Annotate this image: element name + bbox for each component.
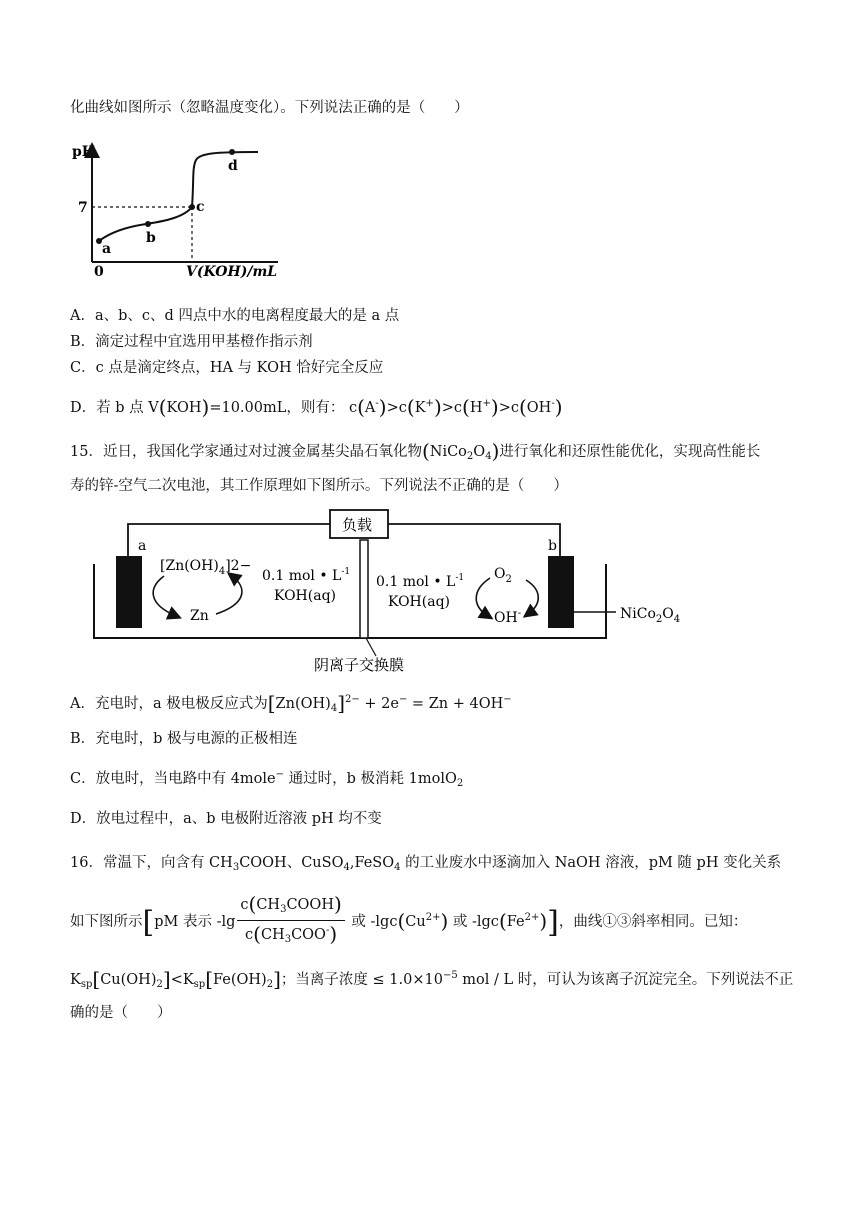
oxygen-label: $O_2$ bbox=[494, 566, 512, 585]
q14-option-d: D．若 b 点 V(KOH)=10.00mL，则有： c(A-)>c(K+)>c(H+)>c(OH-) bbox=[70, 395, 563, 419]
q16-stem-line3: $K_{sp}[Cu(OH)_2]<K_{sp}[Fe(OH)_2]$；当离子浓度 ≤ $1.0\times 10^{-5}$ mol / L 时，可认为该离子沉淀完全。下列说法不正 bbox=[70, 967, 794, 991]
q15-option-c: C．放电时，当电路中有 4mole− 通过时，b 极消耗 1molO$_2$ bbox=[70, 769, 464, 789]
q15-option-a: A．充电时，a 极电极反应式为$[Zn(OH)_4]^{2-} + 2e^- = Zn + 4OH^-$ bbox=[70, 691, 512, 715]
membrane-pointer bbox=[366, 638, 376, 656]
titration-graph bbox=[66, 140, 286, 280]
y-tick-7: 7 bbox=[78, 200, 88, 216]
origin-label: 0 bbox=[94, 264, 104, 280]
q16-stem-line4: 确的是（ ） bbox=[70, 1005, 172, 1021]
electrode-a bbox=[116, 556, 142, 628]
q14-option-a: A．a、b、c、d 四点中水的电离程度最大的是 a 点 bbox=[70, 308, 400, 324]
y-axis-label: pH bbox=[72, 144, 96, 160]
right-solution: KOH(aq) bbox=[388, 594, 451, 610]
q14-option-b: B．滴定过程中宜选用甲基橙作指示剂 bbox=[70, 334, 313, 350]
ratio-fraction: $\frac{c(CH_3COOH)}{c(CH_3COO^-)}$ bbox=[237, 894, 344, 950]
q16-stem-line2: 如下图所示[pM 表示 -lg $\frac{c(CH_3COOH)}{c(CH_3COO^-)}$ 或 $-\lg c(Cu^{2+})$ 或 $-\lg c(Fe^{2+})$]，曲线①③斜率相同。已知： bbox=[70, 894, 747, 950]
external-wire bbox=[128, 524, 330, 556]
electrode-a-label: a bbox=[138, 538, 147, 554]
q15-stem-line1: 15．近日，我国化学家通过对过渡金属基尖晶石氧化物$(NiCo_2O_4)$进行氧化和还原性能优化，实现高性能长 bbox=[70, 439, 761, 463]
question-intro: 化曲线如图所示（忽略温度变化）。下列说法正确的是（ ） bbox=[70, 100, 469, 116]
x-axis-label: V(KOH)/mL bbox=[186, 264, 278, 280]
point-d bbox=[229, 149, 235, 155]
battery-diagram bbox=[86, 506, 726, 676]
hydroxide-label: OH- bbox=[494, 608, 522, 626]
q15-stem-line2: 寿的锌-空气二次电池，其工作原理如下图所示。下列说法不正确的是（ ） bbox=[70, 478, 568, 494]
right-concentration: 0.1 mol • $L^{-1}$ bbox=[376, 573, 465, 590]
point-c bbox=[189, 204, 195, 210]
q15-option-b: B．充电时，b 极与电源的正极相连 bbox=[70, 731, 298, 747]
zinc-label: Zn bbox=[190, 608, 209, 624]
q16-stem-line1: 16．常温下，向含有 $CH_3COOH$、CuSO$_4$,FeSO$_4$ 的工业废水中逐滴加入 NaOH 溶液，pM 随 pH 变化关系 bbox=[70, 855, 782, 873]
electrode-b-label: b bbox=[548, 538, 557, 554]
left-arrow-up bbox=[216, 576, 242, 614]
right-arrow-down bbox=[476, 578, 490, 616]
point-c-label: c bbox=[196, 199, 205, 215]
left-arrow-down bbox=[153, 576, 176, 616]
q14-option-c: C．c 点是滴定终点，HA 与 KOH 恰好完全反应 bbox=[70, 360, 384, 376]
left-solution: KOH(aq) bbox=[274, 588, 337, 604]
zincate-label: $[Zn(OH)_4]2-$ bbox=[160, 558, 252, 577]
q15-option-d: D．放电过程中，a、b 电极附近溶液 pH 均不变 bbox=[70, 811, 382, 827]
point-d-label: d bbox=[228, 158, 238, 174]
anion-exchange-membrane bbox=[360, 540, 368, 638]
point-b-label: b bbox=[146, 230, 156, 246]
external-wire-right bbox=[388, 524, 560, 556]
left-concentration: 0.1 mol • $L^{-1}$ bbox=[262, 567, 351, 584]
electrode-b bbox=[548, 556, 574, 628]
load-label: 负载 bbox=[342, 516, 373, 534]
point-a-label: a bbox=[102, 241, 112, 257]
point-b bbox=[145, 221, 151, 227]
membrane-label: 阴离子交换膜 bbox=[314, 656, 405, 674]
cathode-material-label: $NiCo_2O_4$ bbox=[620, 606, 681, 625]
right-arrow-up bbox=[526, 580, 538, 614]
